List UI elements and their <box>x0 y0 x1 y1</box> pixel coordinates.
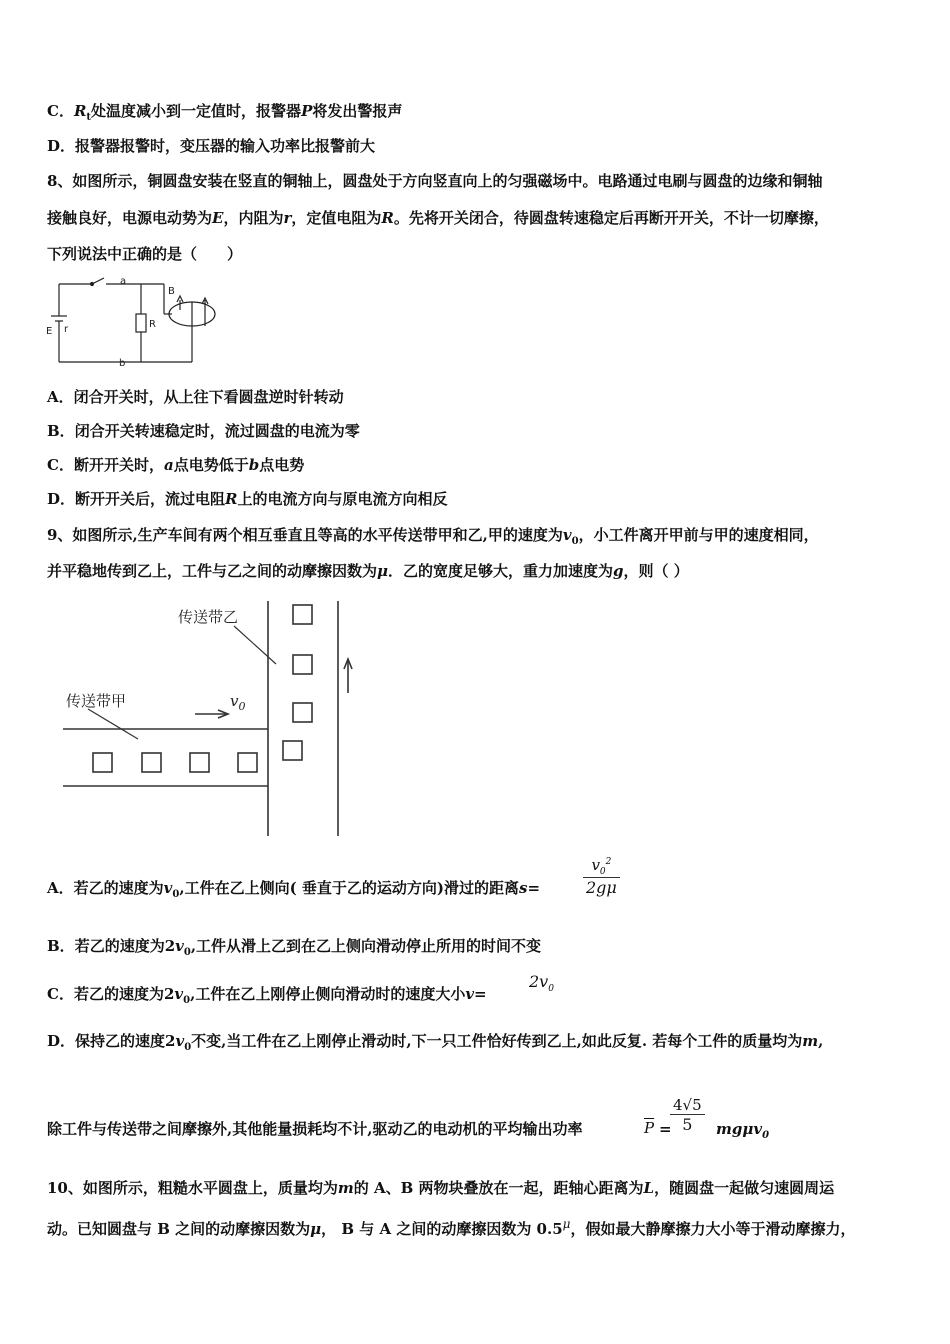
resistor-label: R <box>149 319 156 330</box>
fraction-numerator: $v_0^2$ <box>583 856 620 878</box>
workpiece-transfer <box>283 741 302 760</box>
q9-option-d-fraction <box>670 1096 705 1134</box>
q9-option-d-line2: 除工件与传送带之间摩擦外,其他能量损耗均不计,驱动乙的电动机的平均输出功率 <box>47 1120 583 1138</box>
average-power-symbol: $\overline{P}$ <box>644 1119 655 1137</box>
fraction-numerator: 4√5 <box>670 1096 705 1115</box>
workpiece-yi-3 <box>293 703 312 722</box>
belt-yi-label: 传送带乙 <box>178 608 239 626</box>
workpiece-yi-2 <box>293 655 312 674</box>
q8-circuit-diagram <box>44 274 224 374</box>
velocity-label: $v_0$ <box>230 692 246 713</box>
equals-sign: = <box>659 1120 672 1138</box>
fraction-denominator: 2gμ <box>586 878 617 897</box>
q9-option-d-line1: D．保持乙的速度$2v_0$不变,当工件在乙上刚停止滑动时,下一只工件恰好传到乙上,如此反复. 若每个工件的质量均为m, <box>47 1032 824 1053</box>
emf-label: E <box>46 326 53 337</box>
switch-pivot <box>91 283 94 286</box>
q9-conveyor-diagram <box>58 596 358 841</box>
q9-option-a-fraction <box>583 856 620 897</box>
q7-option-c: C．$R_t$处温度减小到一定值时，报警器P将发出警报声 <box>47 102 403 123</box>
belt-jia-label: 传送带甲 <box>66 692 127 710</box>
q8-option-c: C．断开开关时，a点电势低于b点电势 <box>47 456 305 474</box>
q8-stem-line1: 8、如图所示，铜圆盘安装在竖直的铜轴上，圆盘处于方向竖直向上的匀强磁场中。电路通过电刷与圆盘的边缘和铜轴 <box>47 172 823 190</box>
q9-stem-line2: 并平稳地传到乙上，工件与乙之间的动摩擦因数为μ．乙的宽度足够大，重力加速度为g，则（ ） <box>47 562 689 580</box>
q8-stem-line2: 接触良好，电源电动势为E，内阻为r，定值电阻为R。先将开关闭合，待圆盘转速稳定后再断开开关，不计一切摩擦， <box>47 209 829 227</box>
workpiece-jia-2 <box>142 753 161 772</box>
q9-option-c: C．若乙的速度为$2v_0$,工件在乙上刚停止侧向滑动时的速度大小v= <box>47 985 487 1006</box>
magnetic-field-label: B <box>168 286 175 297</box>
q10-stem-line2: 动。已知圆盘与 B 之间的动摩擦因数为μ， B 与 A 之间的动摩擦因数为 $0.5^\mu$，假如最大静摩擦力大小等于滑动摩擦力， <box>47 1217 856 1238</box>
workpiece-yi-1 <box>293 605 312 624</box>
fraction-denominator: 5 <box>682 1115 693 1134</box>
q9-option-b: B．若乙的速度为$2v_0$,工件从滑上乙到在乙上侧向滑动停止所用的时间不变 <box>47 937 542 958</box>
internal-resistance-label: r <box>64 324 69 335</box>
workpiece-jia-4 <box>238 753 257 772</box>
workpiece-jia-3 <box>190 753 209 772</box>
node-a-label: a <box>120 276 127 287</box>
q8-stem-line3: 下列说法中正确的是（ ） <box>47 245 243 263</box>
q8-option-d: D．断开开关后，流过电阻R上的电流方向与原电流方向相反 <box>47 490 448 508</box>
q9-stem-line1: 9、如图所示,生产车间有两个相互垂直且等高的水平传送带甲和乙,甲的速度为$v_0$，小工件离开甲前与甲的速度相同， <box>47 526 819 547</box>
node-b-label: b <box>119 358 126 369</box>
q9-option-a: A．若乙的速度为$v_0$,工件在乙上侧向( 垂直于乙的运动方向)滑过的距离s= <box>47 879 541 900</box>
workpiece-jia-1 <box>93 753 112 772</box>
q8-option-a: A．闭合开关时，从上往下看圆盘逆时针转动 <box>47 388 344 406</box>
belt-yi-leader-line <box>234 626 276 664</box>
q9-option-c-value: $2v_0$ <box>529 972 554 995</box>
belt-jia-leader-line <box>88 709 138 739</box>
q7-option-d: D．报警器报警时，变压器的输入功率比报警前大 <box>47 137 376 155</box>
q8-option-b: B．闭合开关转速稳定时，流过圆盘的电流为零 <box>47 422 360 440</box>
resistor-box <box>136 314 146 332</box>
power-tail: mgμv$_0$ <box>716 1120 770 1141</box>
q10-stem-line1: 10、如图所示，粗糙水平圆盘上，质量均为m的 A、B 两物块叠放在一起，距轴心距离为L，随圆盘一起做匀速圆周运 <box>47 1179 835 1197</box>
